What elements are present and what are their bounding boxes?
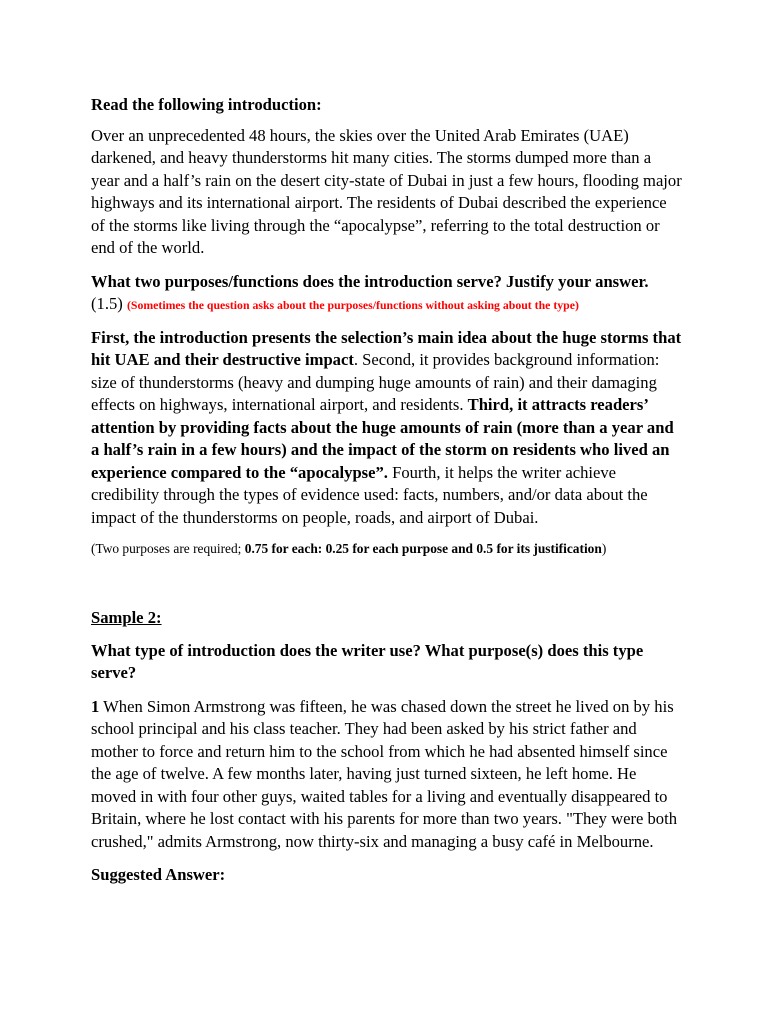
suggested-answer-heading: Suggested Answer: xyxy=(91,865,226,884)
grading-bold: 0.75 for each: 0.25 for each purpose and 0.5 for its justification xyxy=(244,541,602,556)
sample-2-heading: Sample 2: xyxy=(91,608,162,627)
grading-open: (Two purposes are required; xyxy=(91,541,245,556)
question-1 xyxy=(91,271,682,317)
instruction-heading: Read the following introduction: xyxy=(91,95,322,114)
question-1-note: (Sometimes the question asks about the purposes/functions without asking about the type) xyxy=(126,298,579,312)
answer-1-fourth: Fourth, it helps the writer achieve credibility through the types of evidence used: facts, numbers, and/or data about the impact of the thunderstorms on people, roads, and airport of Dubai. xyxy=(91,462,648,527)
answer-1-first: First, the introduction presents the selection’s main idea about the huge storms that hit UAE and their destructive impact xyxy=(91,327,682,369)
answer-1-third: Third, it attracts readers’ attention by providing facts about the huge amounts of rain (more than a year and a half’s rain in a few hours) and the impact of the storm on residents who lived an experience compared to the “apocalypse”. xyxy=(91,395,674,482)
question-1-marks: (1.5) xyxy=(91,294,123,313)
grading-close: ) xyxy=(601,541,607,556)
answer-1-paragraph xyxy=(91,327,682,530)
intro-paragraph: Over an unprecedented 48 hours, the skies over the United Arab Emirates (UAE) darkened, and heavy thunderstorms hit many cities. The storms dumped more than a year and a half’s rain on the desert city-state of Dubai in just a few hours, flooding major highways and its international airport. The residents of Dubai described the experience of the storms like living through the “apocalypse”, referring to the total destruction or end of the world. xyxy=(91,125,682,257)
sample-2-question: What type of introduction does the writer use? What purpose(s) does this type serve? xyxy=(91,640,644,682)
question-1-text: What two purposes/functions does the introduction serve? Justify your answer. xyxy=(91,271,649,291)
sample-2-paragraph xyxy=(91,696,682,854)
answer-1-second: . Second, it provides background information: size of thunderstorms (heavy and dumping huge amounts of rain) and their damaging effects on highways, international airport, and residents. xyxy=(91,350,660,414)
sample-2-paragraph-text: When Simon Armstrong was fifteen, he was chased down the street he lived on by his school principal and his class teacher. They had been asked by his strict father and mother to force and return him to the school from which he had absented himself since the age of twelve. A few months later, having just turned sixteen, he left home. He moved in with four other guys, waited tables for a living and eventually disappeared to Britain, where he lost contact with his parents for more than two years. "They were both crushed," admits Armstrong, now thirty-six and managing a busy café in Melbourne. xyxy=(91,696,677,851)
paragraph-number: 1 xyxy=(91,696,100,716)
grading-note xyxy=(91,540,682,558)
